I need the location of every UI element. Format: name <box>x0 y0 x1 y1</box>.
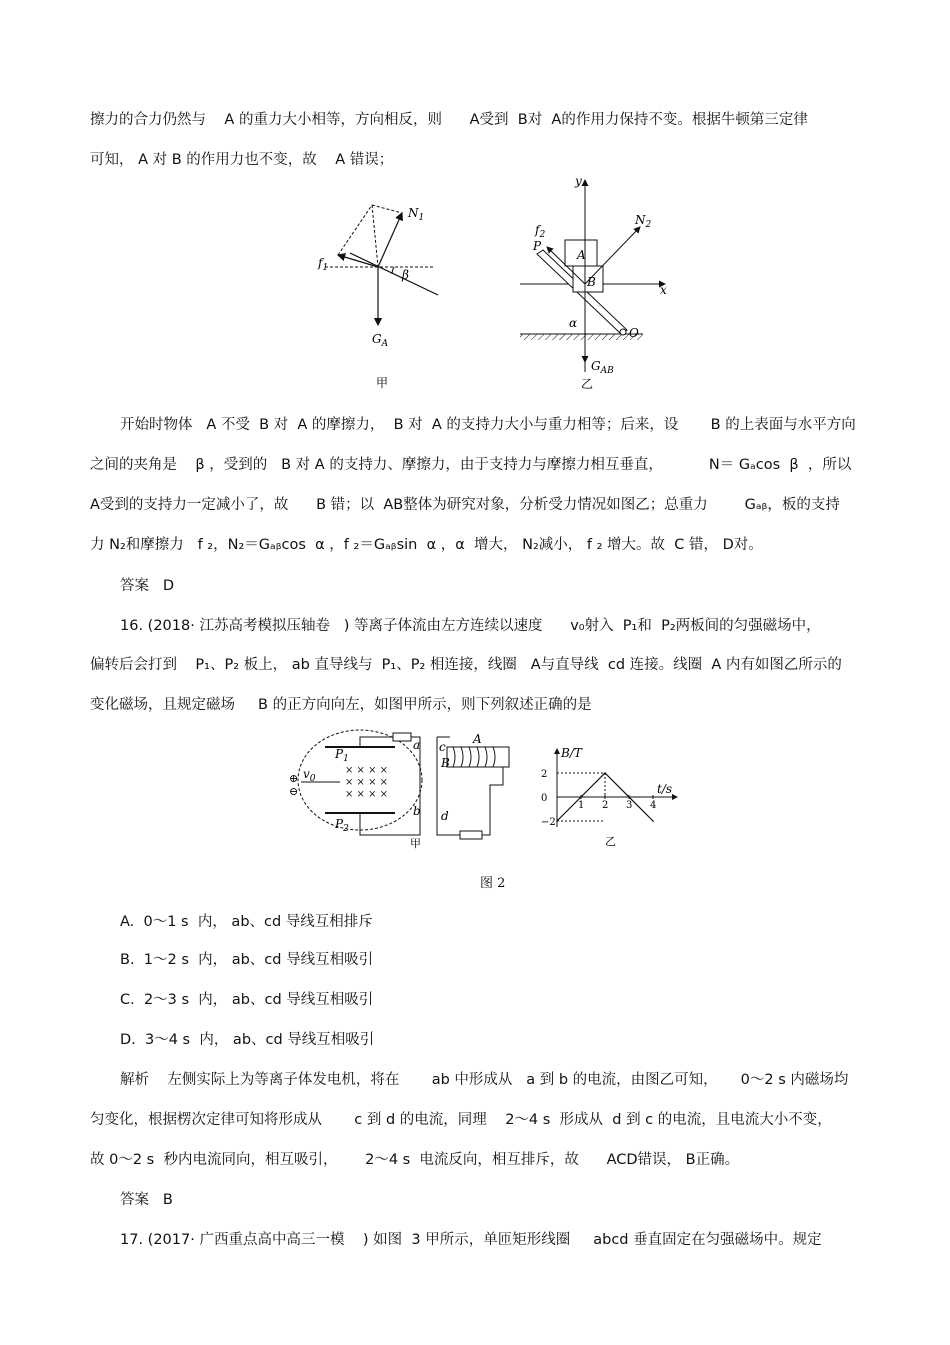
text-line: A受到的支持力一定减小了，故 B 错；以 AB整体为研究对象，分析受力情况如图乙；总重力 Gₐᵦ，板的支持 <box>90 497 840 513</box>
text-line: 偏转后会打到 P₁、P₂ 板上， ab 直导线与 P₁、P₂ 相连接，线圈 A与直导线 cd 连接。线圈 A 内有如图乙所示的 <box>90 657 842 673</box>
c-wire-label: c <box>439 740 446 754</box>
chart-xlabel: t/s <box>657 782 673 796</box>
answer: 答案 B <box>120 1192 173 1208</box>
chart-xtick-label: 1 <box>578 800 585 811</box>
y-axis-label: y <box>575 174 582 188</box>
a-wire-label: a <box>413 738 421 752</box>
force-diagram-yi <box>515 172 680 394</box>
svg-text:× × × ×: × × × × <box>345 777 389 788</box>
b-wire-label: b <box>413 804 421 818</box>
p-label: P <box>533 239 542 253</box>
chart-point <box>652 820 654 822</box>
text-line: 变化磁场，且规定磁场 B 的正方向向左，如图甲所示，则下列叙述正确的是 <box>90 697 592 713</box>
ga-label: $G_A$ <box>372 332 389 349</box>
option-b: B. 1～2 s 内， ab、cd 导线互相吸引 <box>120 952 374 968</box>
circuit-diagram-jia <box>285 725 515 850</box>
fig-caption-yi2: 乙 <box>605 835 616 848</box>
text-line: 可知， A 对 B 的作用力也不变，故 A 错误； <box>90 152 394 168</box>
figure-caption: 图 2 <box>480 876 506 891</box>
b-label: B <box>587 275 596 289</box>
text-line: 故 0～2 s 秒内电流同向，相互吸引， 2～4 s 电流反向，相互排斥，故 ACD错误， B正确。 <box>90 1152 740 1168</box>
x-axis-label: x <box>660 283 667 297</box>
bt-graph-yi <box>535 745 685 850</box>
question-17: 17. (2017· 广西重点高中高三一模 ) 如图 3 甲所示，单匝矩形线圈 abcd 垂直固定在匀强磁场中。规定 <box>120 1232 822 1248</box>
coil-a-label: A <box>473 732 482 746</box>
b-field-label: B <box>441 756 450 770</box>
p2-label: $P_2$ <box>335 817 349 834</box>
n2-label: $N_2$ <box>635 213 652 230</box>
chart-point <box>556 820 558 822</box>
gab-label: $G_{AB}$ <box>591 359 614 376</box>
text-line: 力 N₂和摩擦力 f ₂，N₂＝Gₐᵦcos α ，f ₂＝Gₐᵦsin α ，α 增大， N₂减小， f ₂ 增大。故 C 错， D对。 <box>90 537 763 553</box>
analysis: 解析 左侧实际上为等离子体发电机，将在 ab 中形成从 a 到 b 的电流，由图乙可知， 0～2 s 内磁场均 <box>120 1072 849 1088</box>
chart-xtick-label: 4 <box>650 800 657 811</box>
beta-label: β <box>402 268 409 282</box>
fig-caption-yi: 乙 <box>581 377 594 391</box>
chart-ytick-label: −2 <box>541 817 556 828</box>
p1-label: $P_1$ <box>335 747 349 764</box>
text-line: 匀变化，根据楞次定律可知将形成从 c 到 d 的电流，同理 2～4 s 形成从 d 到 c 的电流，且电流大小不变， <box>90 1112 832 1128</box>
f1-label: $f_1$ <box>318 256 329 273</box>
text-line: 擦力的合力仍然与 A 的重力大小相等，方向相反，则 A受到 B对 A的作用力保持不变。根据牛顿第三定律 <box>90 112 808 128</box>
f2-label: $f_2$ <box>535 223 546 240</box>
chart-ylabel: B/T <box>561 746 582 760</box>
chart-xtick-label: 2 <box>602 800 609 811</box>
fig-caption-jia: 甲 <box>376 376 389 390</box>
o-label: O <box>629 326 639 340</box>
minus-icon: ⊖ <box>289 785 299 798</box>
svg-text:× × × ×: × × × × <box>345 789 389 800</box>
answer: 答案 D <box>120 578 174 594</box>
option-d: D. 3～4 s 内， ab、cd 导线互相吸引 <box>120 1032 375 1048</box>
chart-point <box>604 772 606 774</box>
force-diagram-jia <box>310 195 450 395</box>
chart-xtick-label: 3 <box>626 800 633 811</box>
text-line: 开始时物体 A 不受 B 对 A 的摩擦力， B 对 A 的支持力大小与重力相等；后来，设 B 的上表面与水平方向 <box>120 417 856 433</box>
n1-label: $N_1$ <box>408 206 425 223</box>
text-line: 之间的夹角是 β ，受到的 B 对 A 的支持力、摩擦力，由于支持力与摩擦力相互垂直， N＝ Gₐcos β ，所以 <box>90 457 852 473</box>
chart-ytick-label: 0 <box>541 793 548 804</box>
a-label: A <box>577 248 586 262</box>
svg-text:× × × ×: × × × × <box>345 765 389 776</box>
fig-caption-jia2: 甲 <box>410 837 421 850</box>
option-c: C. 2～3 s 内， ab、cd 导线互相吸引 <box>120 992 374 1008</box>
d-wire-label: d <box>441 809 449 823</box>
alpha-label: α <box>569 316 578 330</box>
option-a: A. 0～1 s 内， ab、cd 导线互相排斥 <box>120 914 373 930</box>
plus-icon: ⊕ <box>289 772 299 785</box>
chart-ytick-label: 2 <box>541 769 548 780</box>
v0-label: $v_0$ <box>303 767 316 784</box>
question-16: 16. (2018· 江苏高考模拟压轴卷 ) 等离子体流由左方连续以速度 v₀射入 P₁和 P₂两板间的匀强磁场中， <box>120 618 821 634</box>
